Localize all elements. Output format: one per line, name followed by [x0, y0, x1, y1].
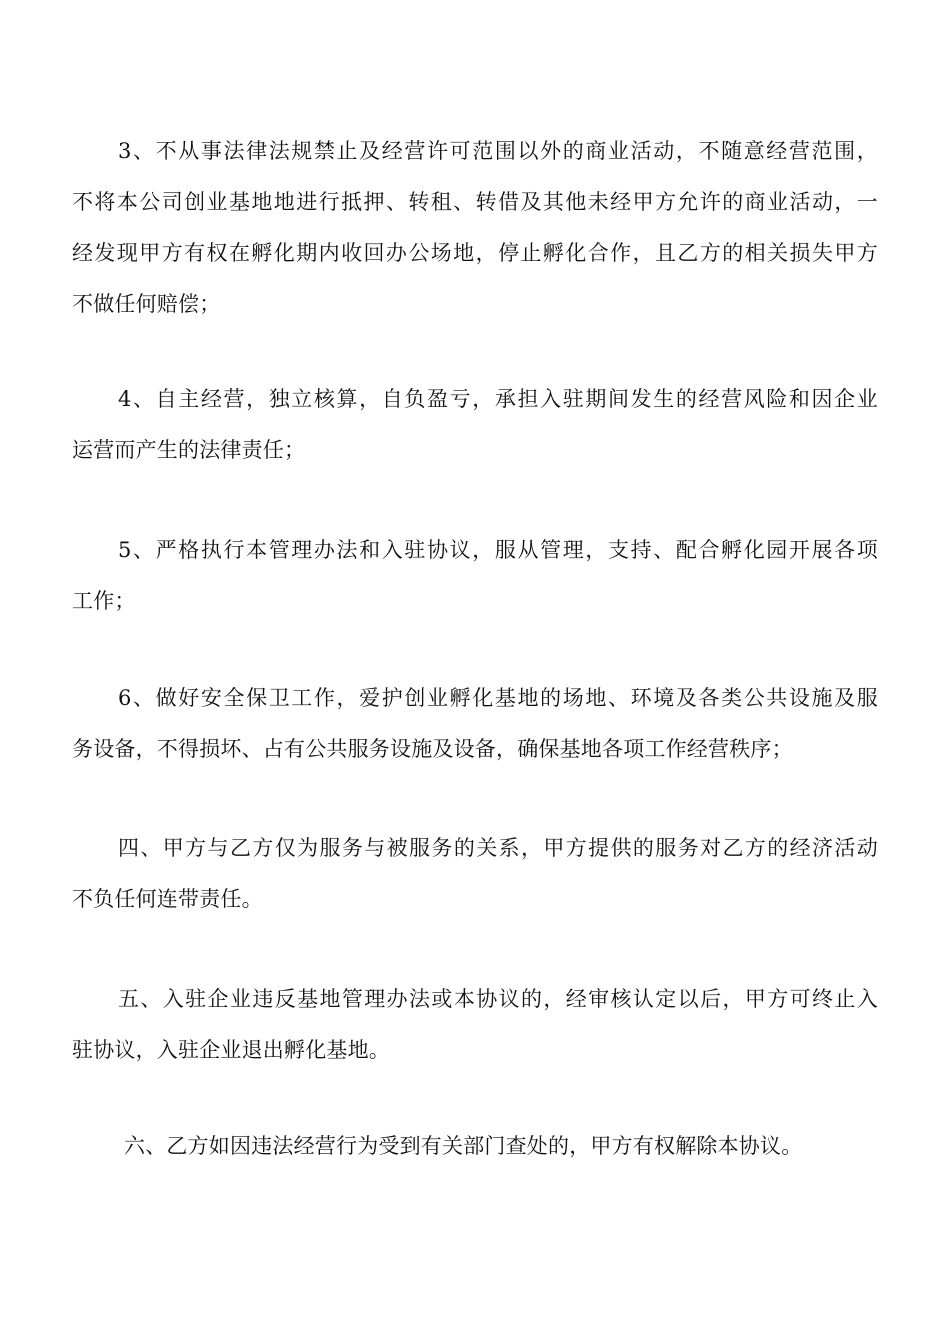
paragraph-line: 4、自主经营，独立核算，自负盈亏，承担入驻期间发生的经营风险和因企业 — [118, 387, 878, 411]
paragraph-item-5 — [72, 525, 878, 627]
paragraph-line: 六、乙方如因违法经营行为受到有关部门查处的，甲方有权解除本协议。 — [124, 1134, 803, 1158]
paragraph-line: 6、做好安全保卫工作，爱护创业孵化基地的场地、环境及各类公共设施及服 — [118, 686, 878, 710]
paragraph-line: 务设备，不得损坏、占有公共服务设施及设备，确保基地各项工作经营秩序； — [72, 737, 793, 761]
paragraph-item-6 — [72, 673, 878, 775]
paragraph-line: 3、不从事法律法规禁止及经营许可范围以外的商业活动，不随意经营范围， — [118, 139, 878, 163]
paragraph-section-4 — [72, 823, 878, 925]
paragraph-section-5 — [72, 974, 878, 1076]
paragraph-line: 五、入驻企业违反基地管理办法或本协议的，经审核认定以后，甲方可终止入 — [118, 987, 878, 1011]
paragraph-line: 工作； — [72, 589, 136, 613]
paragraph-item-3 — [72, 126, 878, 330]
paragraph-item-4 — [72, 374, 878, 476]
paragraph-line: 不负任何连带责任。 — [72, 887, 263, 911]
paragraph-line: 驻协议，入驻企业退出孵化基地。 — [72, 1038, 390, 1062]
paragraph-line: 5、严格执行本管理办法和入驻协议，服从管理，支持、配合孵化园开展各项 — [118, 538, 878, 562]
paragraph-line: 四、甲方与乙方仅为服务与被服务的关系，甲方提供的服务对乙方的经济活动 — [118, 836, 878, 860]
paragraph-line: 运营而产生的法律责任； — [72, 438, 306, 462]
paragraph-section-6 — [72, 1121, 878, 1172]
paragraph-line: 不做任何赔偿； — [72, 292, 221, 316]
paragraph-line: 经发现甲方有权在孵化期内收回办公场地，停止孵化合作，且乙方的相关损失甲方 — [72, 241, 878, 265]
paragraph-line: 不将本公司创业基地地进行抵押、转租、转借及其他未经甲方允许的商业活动，一 — [72, 190, 878, 214]
